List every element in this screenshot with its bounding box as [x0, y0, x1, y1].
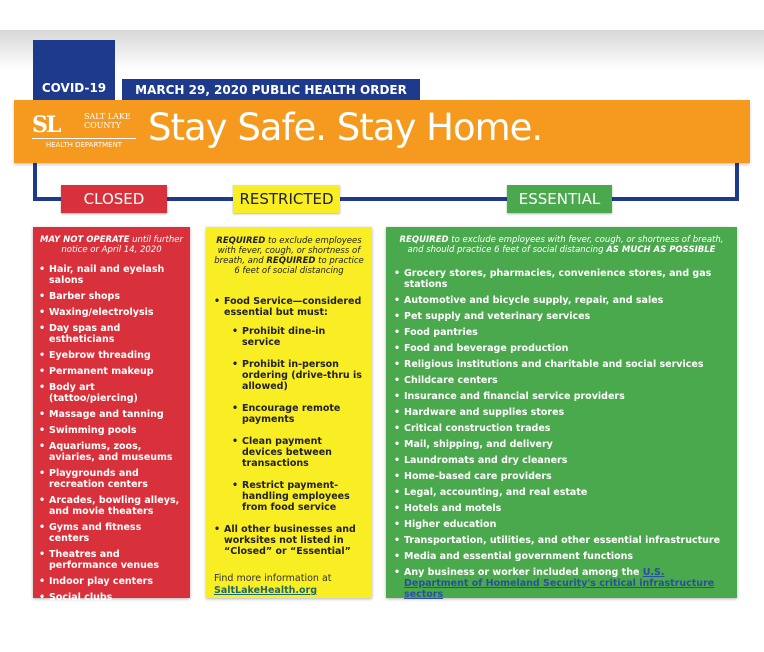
list-item: • Prohibit in-person ordering (drive-thru is allowed) [232, 359, 364, 392]
closed-label: CLOSED [61, 185, 167, 213]
list-item: • Transportation, utilities, and other essential infrastructure [394, 535, 729, 546]
list-item: • Pet supply and veterinary services [394, 311, 729, 322]
salt-lake-county-logo [32, 110, 152, 152]
connector-line-left [33, 163, 37, 201]
list-item: • Indoor play centers [39, 576, 184, 587]
list-item: • Aquariums, zoos, aviaries, and museums [39, 441, 184, 463]
list-item: • Critical construction trades [394, 423, 729, 434]
list-item: • Media and essential government functions [394, 551, 729, 562]
connector-line-right [735, 163, 739, 201]
list-item: • Prohibit dine-in service [232, 326, 364, 348]
list-item: • Hotels and motels [394, 503, 729, 514]
list-item: • Childcare centers [394, 375, 729, 386]
list-item: • Body art (tattoo/piercing) [39, 382, 184, 404]
list-item: • Waxing/electrolysis [39, 307, 184, 318]
covid-tab: COVID-19 [33, 40, 115, 100]
list-item-text: Any business or worker included among the [404, 567, 643, 578]
essential-list [394, 268, 729, 600]
list-item: • Grocery stores, pharmacies, convenience stores, and gas stations [394, 268, 729, 290]
dhs-critical-infrastructure-link[interactable]: U.S. Department of Homeland Security's critical infrastructure sectors [404, 567, 715, 600]
list-item: • Day spas and estheticians [39, 323, 184, 345]
list-item: • Mail, shipping, and delivery [394, 439, 729, 450]
page-title: Stay Safe. Stay Home. [148, 106, 543, 149]
essential-panel [386, 227, 737, 598]
list-item: • Food and beverage production [394, 343, 729, 354]
list-item: • Hair, nail and eyelash salons [39, 264, 184, 286]
salt-lake-health-link[interactable]: SaltLakeHealth.org [214, 585, 318, 596]
list-item: • Permanent makeup [39, 366, 184, 377]
list-item: • Higher education [394, 519, 729, 530]
list-item [394, 567, 729, 600]
logo-name: SALT LAKE COUNTY [84, 112, 131, 130]
list-item: • Gyms and fitness centers [39, 522, 184, 544]
closed-list [39, 264, 184, 603]
list-item: • Insurance and financial service providers [394, 391, 729, 402]
list-item: • Home-based care providers [394, 471, 729, 482]
list-item: • Encourage remote payments [232, 403, 364, 425]
list-item: • All other businesses and worksites not listed in “Closed” or “Essential” [214, 524, 364, 557]
list-item: • Legal, accounting, and real estate [394, 487, 729, 498]
restricted-intro: REQUIRED to exclude employees with fever, cough, or shortness of breath, and REQUIRED to practice 6 feet of social distancing [214, 236, 364, 276]
restricted-list [214, 296, 364, 557]
list-item: • Laundromats and dry cleaners [394, 455, 729, 466]
essential-label: ESSENTIAL [507, 185, 612, 213]
list-item: • Massage and tanning [39, 409, 184, 420]
closed-intro: MAY NOT OPERATE until further notice or April 14, 2020 [39, 235, 183, 255]
list-item: • Social clubs [39, 592, 184, 603]
list-item: • Playgrounds and recreation centers [39, 468, 184, 490]
title-banner [14, 100, 750, 163]
more-info: Find more information at SaltLakeHealth.org [214, 573, 332, 596]
list-item: • Hardware and supplies stores [394, 407, 729, 418]
list-item: • Food Service—considered essential but must: • Prohibit dine-in service • Prohibit in-person ordering (drive-thru is allowed) • Encourage remote payments • Clean payment devices between transactions • Restrict payment-handling employees from food service [214, 296, 364, 513]
order-date-bar: MARCH 29, 2020 PUBLIC HEALTH ORDER [122, 79, 420, 100]
list-item: • Barber shops [39, 291, 184, 302]
list-item: • Arcades, bowling alleys, and movie theaters [39, 495, 184, 517]
list-item: • Food pantries [394, 327, 729, 338]
list-item: • Restrict payment-handling employees from food service [232, 480, 364, 513]
list-item: • Theatres and performance venues [39, 549, 184, 571]
list-item: • Swimming pools [39, 425, 184, 436]
list-item: • Religious institutions and charitable and social services [394, 359, 729, 370]
closed-panel [33, 227, 190, 603]
food-service-list [232, 326, 364, 513]
logo-mark: SL [32, 112, 60, 138]
restricted-label: RESTRICTED [233, 185, 340, 213]
restricted-panel [206, 227, 372, 598]
list-item: • Clean payment devices between transactions [232, 436, 364, 469]
logo-dept: HEALTH DEPARTMENT [32, 138, 136, 149]
list-item: • Eyebrow threading [39, 350, 184, 361]
list-item: • Automotive and bicycle supply, repair, and sales [394, 295, 729, 306]
essential-intro: REQUIRED to exclude employees with fever, cough, or shortness of breath, and should practice 6 feet of social distancing AS MUCH AS POSSIBLE [399, 235, 724, 255]
